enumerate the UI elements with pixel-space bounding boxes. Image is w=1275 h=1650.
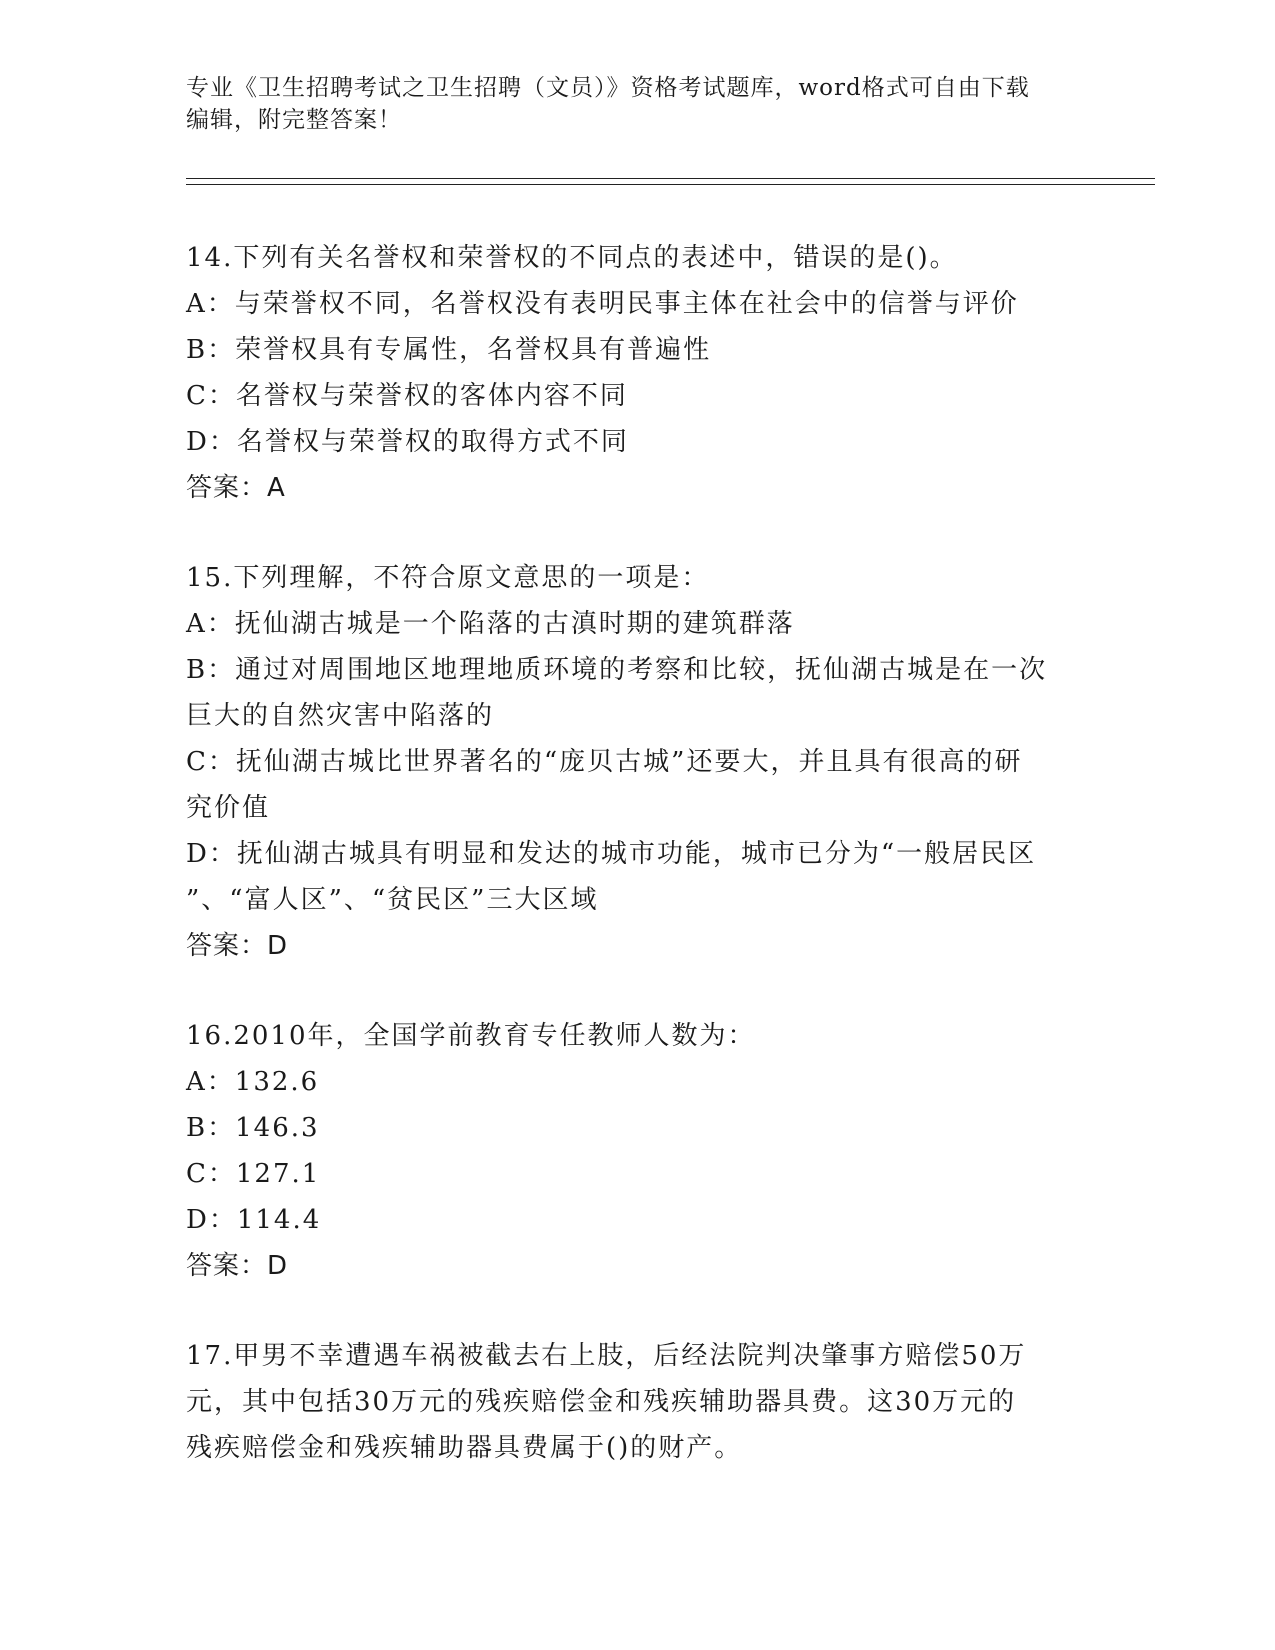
header-line-2: 编辑，附完整答案！: [186, 107, 402, 133]
question-stem: 16.2010年，全国学前教育专任教师人数为：: [186, 1021, 756, 1051]
answer-option: B：146.3: [186, 1113, 320, 1143]
header-divider-top: [186, 178, 1155, 179]
answer-option: D：名誉权与荣誉权的取得方式不同: [186, 427, 629, 457]
question-block: [186, 555, 1086, 969]
answer-option: 巨大的自然灾害中陷落的: [186, 701, 495, 731]
answer-key: 答案：A: [186, 473, 286, 503]
question-block: [186, 1333, 1086, 1471]
question-block: [186, 1013, 1086, 1289]
header-divider-bottom: [186, 184, 1155, 185]
answer-option: A：与荣誉权不同，名誉权没有表明民事主体在社会中的信誉与评价: [186, 289, 1019, 319]
question-block: [186, 235, 1086, 511]
answer-option: ”、“富人区”、“贫民区”三大区域: [186, 885, 599, 915]
question-stem: 17.甲男不幸遭遇车祸被截去右上肢，后经法院判决肇事方赔偿50万: [186, 1341, 1027, 1371]
question-stem: 残疾赔偿金和残疾辅助器具费属于()的财产。: [186, 1433, 743, 1463]
answer-option: A：抚仙湖古城是一个陷落的古滇时期的建筑群落: [186, 609, 795, 639]
answer-option: B：荣誉权具有专属性，名誉权具有普遍性: [186, 335, 712, 365]
question-stem: 14.下列有关名誉权和荣誉权的不同点的表述中，错误的是()。: [186, 243, 958, 273]
question-stem: 15.下列理解，不符合原文意思的一项是：: [186, 563, 710, 593]
question-list: [186, 235, 1086, 1515]
answer-key: 答案：D: [186, 1251, 289, 1281]
document-header: [186, 72, 1086, 136]
answer-option: C：抚仙湖古城比世界著名的“庞贝古城”还要大，并且具有很高的研: [186, 747, 1023, 777]
answer-option: 究价值: [186, 793, 271, 823]
answer-option: C：127.1: [186, 1159, 321, 1189]
answer-option: D：114.4: [186, 1205, 322, 1235]
answer-option: A：132.6: [186, 1067, 320, 1097]
answer-key: 答案：D: [186, 931, 289, 961]
answer-option: B：通过对周围地区地理地质环境的考察和比较，抚仙湖古城是在一次: [186, 655, 1048, 685]
question-stem: 元，其中包括30万元的残疾赔偿金和残疾辅助器具费。这30万元的: [186, 1387, 1017, 1417]
header-line-1: 专业《卫生招聘考试之卫生招聘（文员）》资格考试题库，word格式可自由下载: [186, 75, 1030, 101]
answer-option: C：名誉权与荣誉权的客体内容不同: [186, 381, 628, 411]
answer-option: D：抚仙湖古城具有明显和发达的城市功能，城市已分为“一般居民区: [186, 839, 1037, 869]
